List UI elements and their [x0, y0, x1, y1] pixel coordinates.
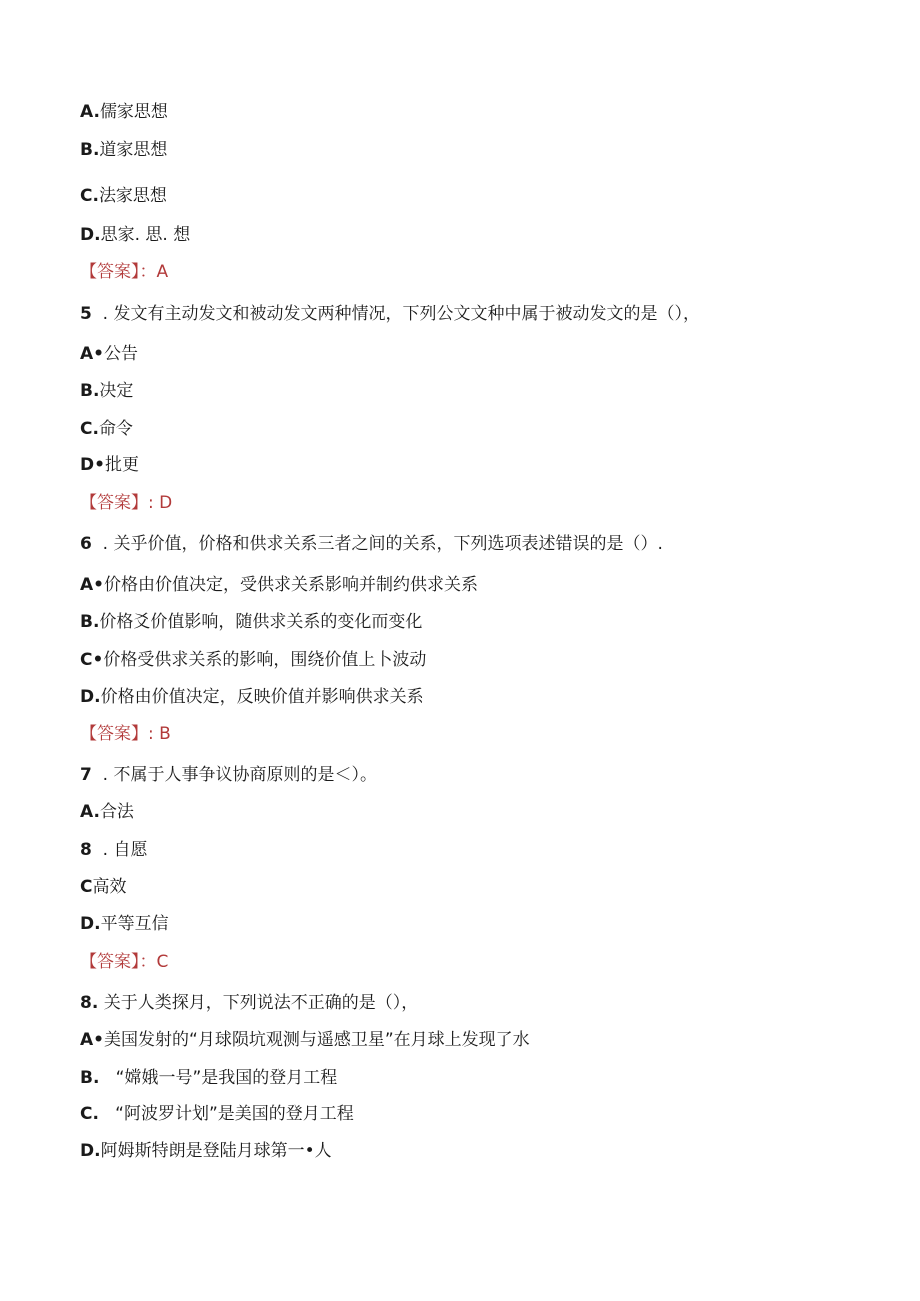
option-line [80, 100, 168, 124]
option-label: D. [80, 1141, 101, 1161]
question-text: . 自愿 [91, 840, 148, 860]
question-line [80, 838, 147, 862]
option-text: 道家思想 [99, 140, 168, 160]
question-line [80, 991, 418, 1015]
option-line [80, 648, 426, 672]
question-text: . 发文有主动发文和被动发文两种情况，下列公文文种中属于被动发文的是（）， [91, 304, 700, 324]
answer-text: 【答案】: D [80, 493, 173, 513]
question-number: 7 [80, 765, 92, 785]
option-text: 命令 [98, 419, 133, 439]
option-line [80, 1139, 332, 1163]
option-line [80, 184, 167, 208]
question-line [80, 763, 377, 787]
answer-text: 【答案】: B [80, 724, 171, 744]
option-line [80, 417, 133, 441]
option-text: 思家. 思. 想 [100, 225, 191, 245]
question-text: 关于人类探月，下列说法不正确的是（）， [98, 993, 419, 1013]
option-label: C. [80, 419, 99, 439]
option-text: 美国发射的“月球陨坑观测与遥感卫星”在月球上发现了水 [104, 1030, 530, 1050]
option-text: “嫦娥一号”是我国的登月工程 [99, 1068, 338, 1088]
option-label: A. [80, 802, 100, 822]
option-label: C. [80, 186, 99, 206]
option-text: 价格由价值决定，反映价值并影响供求关系 [100, 687, 424, 707]
option-text: 平等互信 [100, 914, 169, 934]
option-line [80, 573, 478, 597]
option-line [80, 342, 138, 366]
option-text: 批更 [104, 455, 139, 475]
option-label: B. [80, 140, 100, 160]
option-text: 价格由价值决定，受供求关系影响并制约供求关系 [104, 575, 479, 595]
option-text: 儒家思想 [99, 102, 168, 122]
answer-text: 【答案】：A [80, 262, 169, 282]
option-text: 价格受供求关系的影响，围绕价值上卜波动 [103, 650, 427, 670]
question-number: 6 [80, 534, 92, 554]
option-label: A• [80, 575, 105, 595]
option-label: D• [80, 455, 105, 475]
option-text: 阿姆斯特朗是登陆月球第一•人 [100, 1141, 332, 1161]
option-label: C [80, 877, 93, 897]
option-line [80, 138, 167, 162]
option-label: B. [80, 612, 100, 632]
option-line [80, 685, 424, 709]
answer-text: 【答案】：C [80, 952, 169, 972]
option-label: A• [80, 344, 105, 364]
option-line [80, 223, 190, 247]
question-line [80, 532, 663, 556]
question-number: 8. [80, 993, 99, 1013]
option-line [80, 800, 134, 824]
option-line [80, 1066, 337, 1090]
option-text: 法家思想 [98, 186, 167, 206]
option-label: C• [80, 650, 104, 670]
option-line [80, 379, 133, 403]
question-number: 8 [80, 840, 92, 860]
option-text: 高效 [92, 877, 127, 897]
answer-line [80, 722, 171, 746]
option-line [80, 453, 139, 477]
option-label: D. [80, 225, 101, 245]
option-line [80, 875, 126, 899]
option-text: 价格爻价值影响，随供求关系的变化而变化 [99, 612, 423, 632]
answer-line [80, 491, 172, 515]
question-line [80, 302, 700, 326]
option-label: C. [80, 1104, 99, 1124]
option-label: B. [80, 381, 100, 401]
option-line [80, 1102, 354, 1126]
option-text: 公告 [104, 344, 139, 364]
question-number: 5 [80, 304, 92, 324]
answer-line [80, 260, 168, 284]
answer-line [80, 950, 168, 974]
option-text: 决定 [99, 381, 134, 401]
option-text: “阿波罗计划”是美国的登月工程 [98, 1104, 354, 1124]
option-text: 合法 [99, 802, 134, 822]
option-line [80, 1028, 530, 1052]
option-line [80, 610, 422, 634]
option-label: D. [80, 914, 101, 934]
question-text: . 不属于人事争议协商原则的是＜）。 [91, 765, 377, 785]
option-label: A. [80, 102, 100, 122]
option-label: D. [80, 687, 101, 707]
option-line [80, 912, 169, 936]
question-text: . 关乎价值，价格和供求关系三者之间的关系，下列选项表述错误的是（）. [91, 534, 663, 554]
option-label: A• [80, 1030, 105, 1050]
option-label: B. [80, 1068, 100, 1088]
